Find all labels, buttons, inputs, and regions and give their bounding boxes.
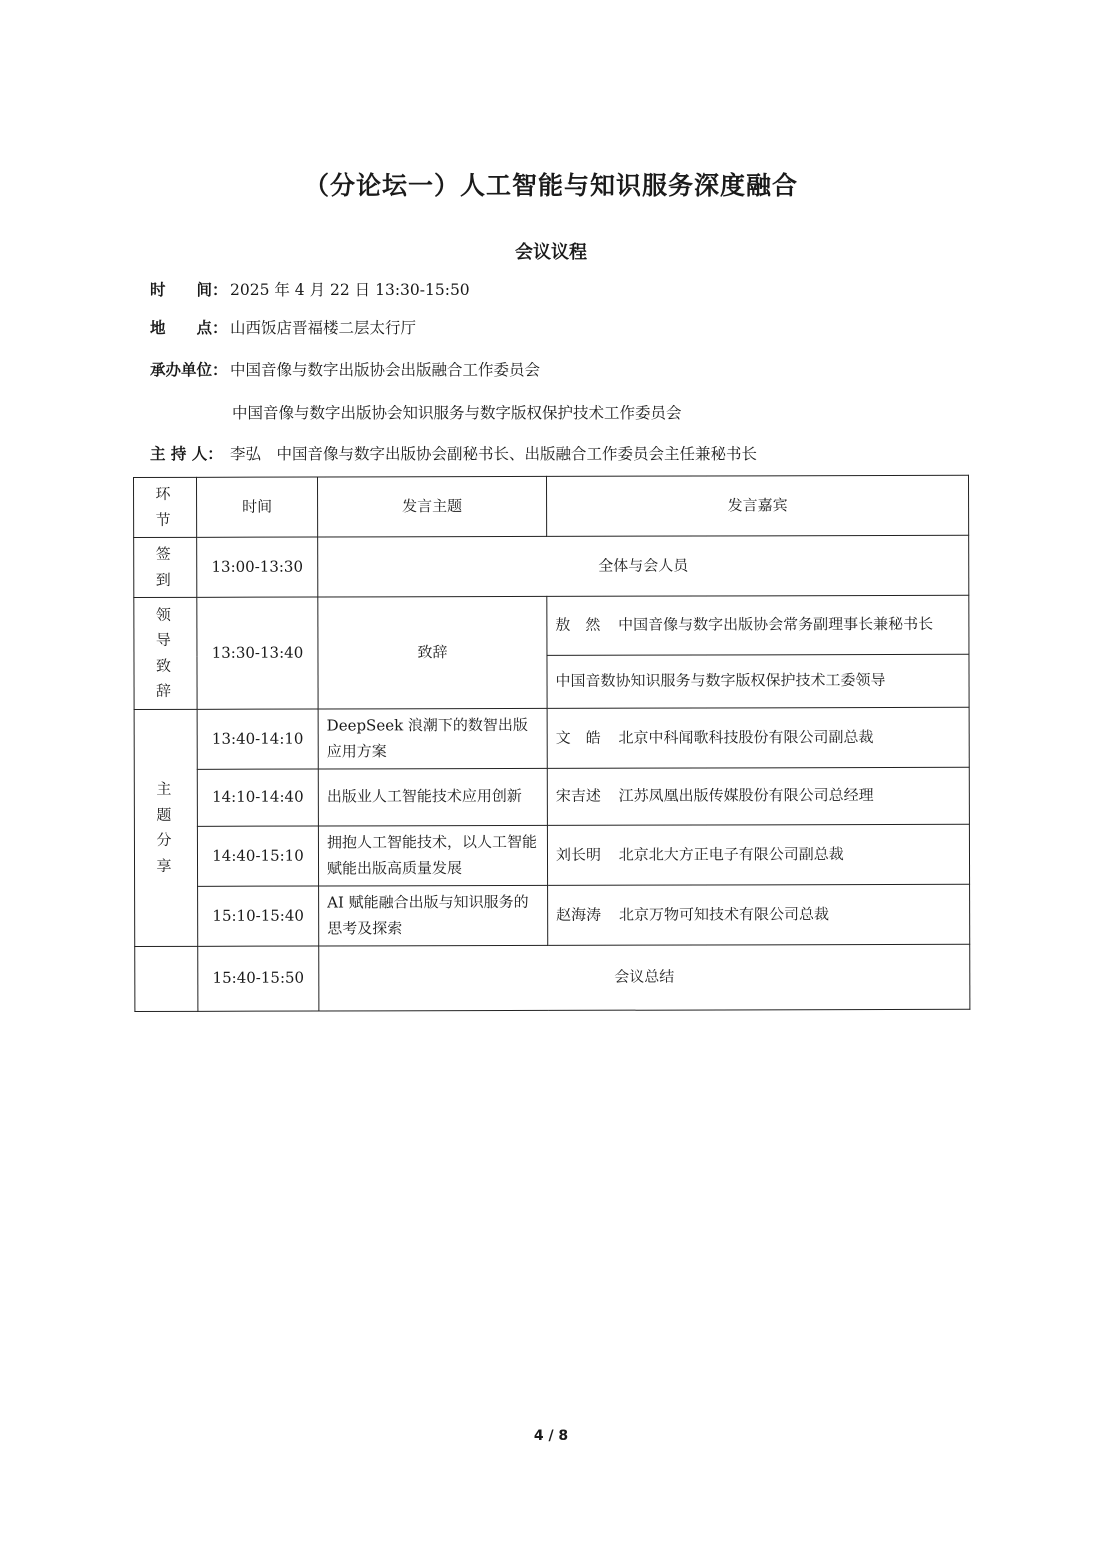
time-value: 2025 年 4 月 22 日 13:30-15:50 <box>230 281 470 299</box>
leaders-topic: 致辞 <box>318 596 547 709</box>
talk-topic: DeepSeek 浪潮下的数智出版应用方案 <box>318 708 547 769</box>
info-time <box>150 278 470 300</box>
talk-speaker-org: 江苏凤凰出版传媒股份有限公司总经理 <box>618 786 874 805</box>
info-host <box>150 442 757 464</box>
organizer-value-1: 中国音像与数字出版协会出版融合工作委员会 <box>230 361 541 379</box>
host-label: 主 持 人： <box>150 444 223 463</box>
talk-time: 15:10-15:40 <box>198 886 319 946</box>
checkin-content: 全体与会人员 <box>318 535 969 597</box>
closing-section <box>135 946 198 1011</box>
talks-section <box>134 709 198 946</box>
talk-time: 14:10-14:40 <box>197 769 318 826</box>
talk-speaker <box>547 707 969 768</box>
place-label: 地 点： <box>150 318 228 337</box>
talk-topic: 出版业人工智能技术应用创新 <box>318 768 547 826</box>
talk-speaker-name: 赵海涛 <box>556 905 602 924</box>
table-row-talk <box>135 884 970 946</box>
talk-topic: 拥抱人工智能技术，以人工智能赋能出版高质量发展 <box>318 825 547 886</box>
table-row-talk <box>134 707 969 769</box>
talk-speaker-name: 宋吉述 <box>555 787 601 806</box>
talk-time: 13:40-14:10 <box>197 709 318 769</box>
table-row-talk <box>134 767 969 826</box>
leaders-speaker-2: 中国音数协知识服务与数字版权保护技术工委领导 <box>547 654 969 708</box>
table-header-row <box>134 475 969 537</box>
talk-speaker <box>548 884 970 945</box>
closing-time: 15:40-15:50 <box>198 946 319 1011</box>
header-topic: 发言主题 <box>318 476 547 537</box>
talk-topic: AI 赋能融合出版与知识服务的思考及探索 <box>319 885 548 946</box>
place-value: 山西饭店晋福楼二层太行厅 <box>230 319 417 337</box>
leaders-speaker-1 <box>547 595 969 655</box>
talk-speaker-org: 北京万物可知技术有限公司总裁 <box>618 904 829 924</box>
leaders-speaker-1-name: 敖 然 <box>555 616 601 635</box>
leaders-time: 13:30-13:40 <box>197 597 318 709</box>
leaders-section-line-2: 致 辞 <box>155 656 176 700</box>
header-section: 环 节 <box>134 477 197 537</box>
agenda-subtitle: 会议议程 <box>515 242 587 263</box>
header-speaker: 发言嘉宾 <box>546 475 968 536</box>
checkin-time: 13:00-13:30 <box>197 537 318 597</box>
time-label: 时 间： <box>150 280 228 299</box>
page-title: （分论坛一）人工智能与知识服务深度融合 <box>303 171 798 200</box>
checkin-section: 签 到 <box>134 537 197 597</box>
table-row-talk <box>134 824 969 886</box>
page-number: 4 / 8 <box>533 1428 569 1444</box>
table-row-checkin <box>134 535 969 597</box>
leaders-section <box>134 597 197 709</box>
info-place <box>150 316 416 338</box>
talk-speaker-name: 刘长明 <box>555 845 602 864</box>
talk-speaker-org: 北京中科闻歌科技股份有限公司副总裁 <box>618 727 874 747</box>
organizer-value-2: 中国音像与数字出版协会知识服务与数字版权保护技术工作委员会 <box>232 404 682 422</box>
talks-section-line-2: 分 享 <box>156 830 176 875</box>
talk-speaker <box>547 767 969 825</box>
host-value: 李弘 中国音像与数字出版协会副秘书长、出版融合工作委员会主任兼秘书长 <box>230 445 758 463</box>
talk-speaker <box>547 824 969 885</box>
table-row-closing <box>135 944 970 1011</box>
header-time: 时间 <box>197 477 318 537</box>
organizer-label: 承办单位： <box>150 360 228 379</box>
talks-section-line-1: 主 题 <box>156 779 176 824</box>
closing-content: 会议总结 <box>319 944 970 1011</box>
agenda-table <box>133 475 970 1012</box>
info-organizer <box>150 358 540 380</box>
info-organizer-2 <box>232 401 682 423</box>
talk-speaker-name: 文 皓 <box>555 728 601 747</box>
talk-time: 14:40-15:10 <box>197 826 318 886</box>
talk-speaker-org: 北京北大方正电子有限公司副总裁 <box>618 844 844 864</box>
table-row-leaders <box>134 595 969 656</box>
leaders-speaker-1-title: 中国音像与数字出版协会常务副理事长兼秘书长 <box>618 615 934 634</box>
leaders-section-line-1: 领 导 <box>155 605 175 649</box>
